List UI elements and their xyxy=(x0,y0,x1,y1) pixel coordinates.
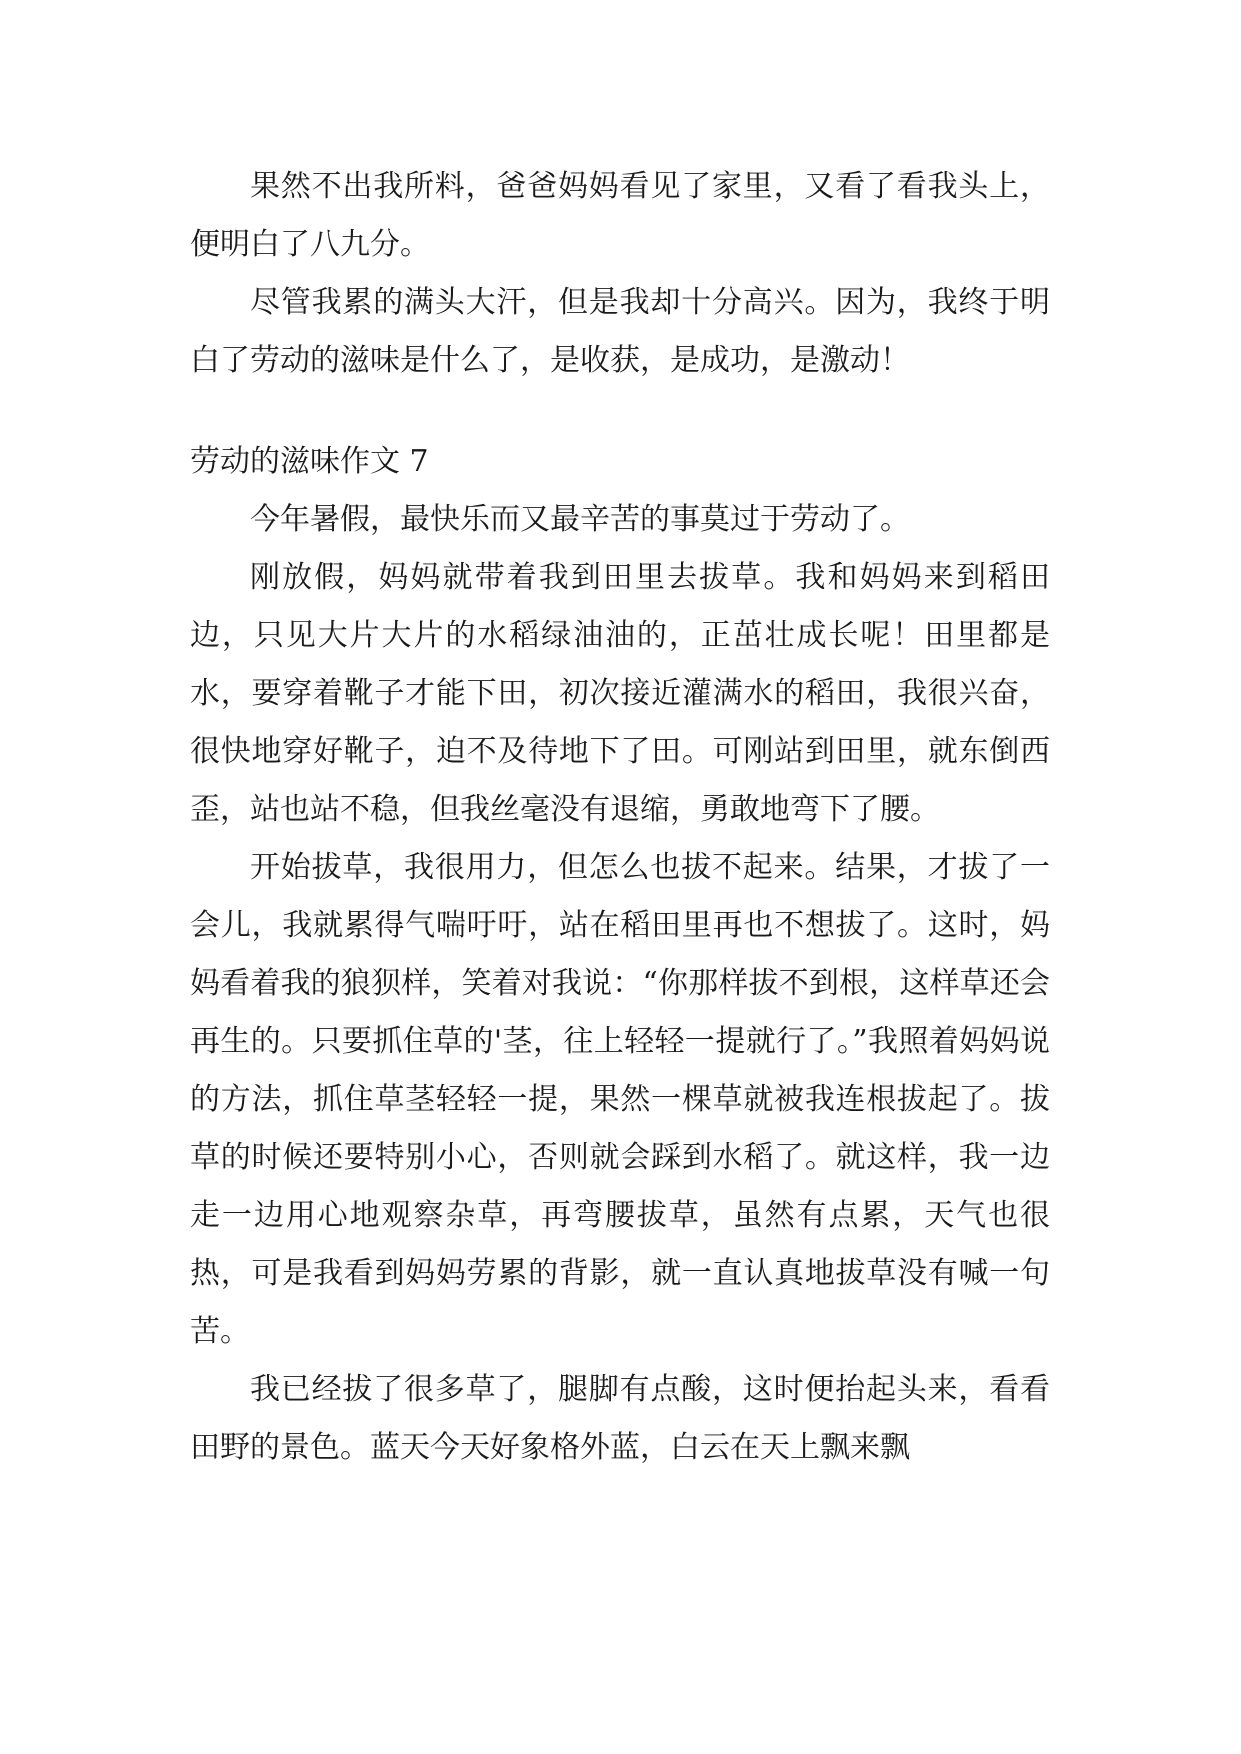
section-heading: 劳动的滋味作文 7 xyxy=(190,444,429,479)
paragraph: 我已经拔了很多草了，腿脚有点酸，这时便抬起头来，看看田野的景色。蓝天今天好象格外蓝，白云在天上飘来飘 xyxy=(190,1372,1050,1465)
paragraph: 果然不出我所料，爸爸妈妈看见了家里，又看了看我头上，便明白了八九分。 xyxy=(190,169,1050,262)
document-body xyxy=(190,158,1050,1477)
paragraph: 今年暑假，最快乐而又最辛苦的事莫过于劳动了。 xyxy=(250,502,910,537)
paragraph: 刚放假，妈妈就带着我到田里去拔草。我和妈妈来到稻田边，只见大片大片的水稻绿油油的，正茁壮成长呢！田里都是水，要穿着靴子才能下田，初次接近灌满水的稻田，我很兴奋，很快地穿好靴子，迫不及待地下了田。可刚站到田里，就东倒西歪，站也站不稳，但我丝毫没有退缩，勇敢地弯下了腰。 xyxy=(190,560,1050,827)
paragraph: 开始拔草，我很用力，但怎么也拔不起来。结果，才拔了一会儿，我就累得气喘吁吁，站在稻田里再也不想拔了。这时，妈妈看着我的狼狈样，笑着对我说：“你那样拔不到根，这样草还会再生的。只要抓住草的'茎，往上轻轻一提就行了。”我照着妈妈说的方法，抓住草茎轻轻一提，果然一棵草就被我连根拔起了。拔草的时候还要特别小心，否则就会踩到水稻了。就这样，我一边走一边用心地观察杂草，再弯腰拔草，虽然有点累，天气也很热，可是我看到妈妈劳累的背影，就一直认真地拔草没有喊一句苦。 xyxy=(190,850,1050,1349)
paragraph: 尽管我累的满头大汗，但是我却十分高兴。因为，我终于明白了劳动的滋味是什么了，是收获，是成功，是激动！ xyxy=(190,285,1050,378)
